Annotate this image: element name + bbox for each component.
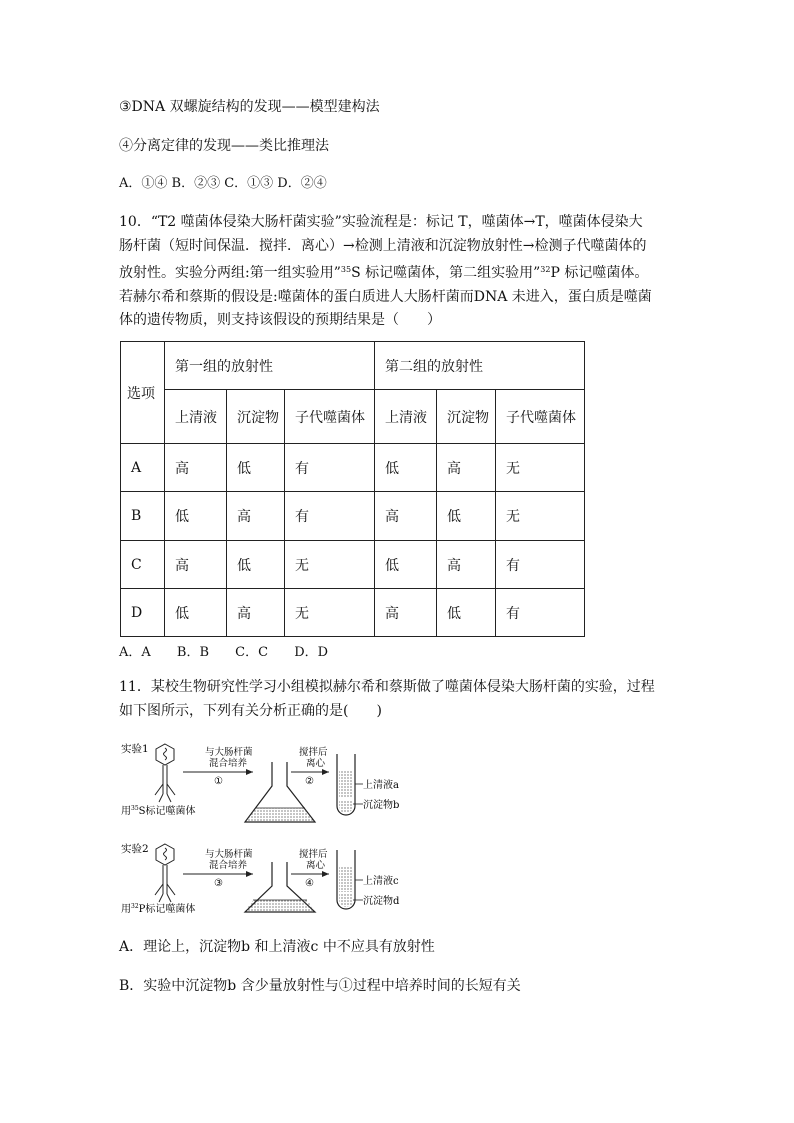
table-cell: 低 — [375, 541, 437, 589]
step4-marker: ④ — [305, 878, 314, 889]
q11-line-2: 如下图所示，下列有关分析正确的是( ) — [119, 702, 382, 719]
header-group-1: 第一组的放射性 — [165, 342, 375, 390]
option-c: C．C — [235, 645, 269, 660]
table-cell: 高 — [375, 492, 437, 541]
q10-line-2: 肠杆菌（短时间保温．搅拌．离心）→检测上清液和沉淀物放射性→检测子代噬菌体的 — [119, 237, 647, 254]
q9-options: A．①④ B．②③ C．①③ D．②④ — [119, 176, 327, 191]
phage-1-icon — [155, 744, 175, 802]
tube-2-icon — [337, 850, 355, 909]
q11-option-a: A．理论上，沉淀物b 和上清液c 中不应具有放射性 — [119, 939, 435, 955]
sediment-d-label: 沉淀物d — [363, 896, 400, 907]
table-cell: 低 — [227, 444, 285, 492]
subheader-cell: 子代噬菌体 — [285, 390, 375, 444]
table-row — [121, 492, 585, 541]
header-group-2: 第二组的放射性 — [375, 342, 585, 390]
radioactivity-table — [120, 341, 585, 637]
experiment-diagram — [119, 738, 419, 918]
option-d: D．D — [294, 645, 329, 660]
table-cell: 低 — [437, 492, 496, 541]
table-cell: 无 — [285, 541, 375, 589]
tube-1-icon — [337, 754, 355, 815]
step1-mix-text-1: 与大肠杆菌 — [205, 747, 253, 758]
q10-line-3c: P 标记噬菌体。 — [550, 265, 649, 281]
subheader-cell: 上清液 — [375, 390, 437, 444]
table-row — [121, 541, 585, 589]
experiment-figure — [119, 738, 419, 918]
flask-1-icon — [245, 762, 315, 822]
table-cell: 无 — [285, 589, 375, 637]
table-row — [121, 589, 585, 637]
table-cell: 有 — [496, 589, 585, 637]
table-cell: 低 — [375, 444, 437, 492]
q10-line-4: 若赫尔希和蔡斯的假设是:噬菌体的蛋白质进人大肠杆菌而DNA 未进入，蛋白质是噬菌 — [119, 288, 652, 305]
subheader-cell: 沉淀物 — [227, 390, 285, 444]
step4-stir-text-1: 搅拌后 — [299, 849, 328, 860]
step3-marker: ③ — [214, 878, 223, 889]
row-option: A — [121, 444, 165, 492]
exp2-label: 实验2 — [121, 843, 149, 855]
item-4: ④分离定律的发现——类比推理法 — [119, 138, 329, 154]
table-cell: 有 — [285, 444, 375, 492]
question-10 — [119, 211, 679, 333]
phage-2-icon — [155, 844, 175, 902]
step3-mix-text-2: 混合培养 — [209, 860, 248, 871]
step2-stir-text-1: 搅拌后 — [299, 747, 328, 758]
step2-stir-text-2: 离心 — [306, 758, 326, 769]
exp2-phage-label: 用$^{32}$P标记噬菌体 — [121, 903, 196, 915]
table-cell: 无 — [496, 444, 585, 492]
table-row — [121, 444, 585, 492]
step3-mix-text-1: 与大肠杆菌 — [205, 849, 253, 860]
isotope-35-sup: 35 — [340, 265, 352, 274]
header-option: 选项 — [121, 342, 165, 444]
subheader-cell: 子代噬菌体 — [496, 390, 585, 444]
supernatant-c-label: 上清液c — [363, 876, 399, 887]
table-cell: 高 — [437, 444, 496, 492]
step1-marker: ① — [214, 776, 223, 787]
supernatant-a-label: 上清液a — [363, 780, 399, 791]
exp1-phage-label: 用$^{35}$S标记噬菌体 — [121, 805, 196, 817]
q10-line-1: 10．“T2 噬菌体侵染大肠杆菌实验”实验流程是：标记 T，噬菌体→T，噬菌体侵染大 — [119, 214, 643, 230]
q10-line-3 — [119, 258, 679, 286]
isotope-32-sup: 32 — [540, 265, 551, 274]
q10-line-5: 体的遗传物质，则支持该假设的预期结果是（ ） — [119, 312, 441, 328]
q11-option-b: B．实验中沉淀物b 含少量放射性与①过程中培养时间的长短有关 — [119, 978, 521, 994]
question-11 — [119, 676, 679, 723]
table-cell: 高 — [165, 541, 227, 589]
table-cell: 高 — [437, 541, 496, 589]
step2-marker: ② — [305, 776, 314, 787]
table-cell: 低 — [165, 589, 227, 637]
q10-line-3a: 放射性。实验分两组:第一组实验用” — [119, 265, 341, 281]
table-cell: 低 — [437, 589, 496, 637]
subheader-cell: 沉淀物 — [437, 390, 496, 444]
option-b: B．B — [176, 645, 210, 660]
exp1-label: 实验1 — [121, 743, 149, 755]
table-cell: 高 — [227, 492, 285, 541]
table-cell: 有 — [285, 492, 375, 541]
q10-answer-options — [119, 641, 350, 660]
sediment-b-label: 沉淀物b — [363, 800, 400, 811]
subheader-cell: 上清液 — [165, 390, 227, 444]
step4-stir-text-2: 离心 — [306, 860, 326, 871]
item-3: ③DNA 双螺旋结构的发现——模型建构法 — [119, 99, 380, 115]
q11-line-1: 11．某校生物研究性学习小组模拟赫尔希和蔡斯做了噬菌体侵染大肠杆菌的实验，过程 — [119, 679, 655, 695]
table-cell: 有 — [496, 541, 585, 589]
row-option: C — [121, 541, 165, 589]
table-cell: 高 — [165, 444, 227, 492]
table-cell: 高 — [375, 589, 437, 637]
q10-line-3b: S 标记噬菌体，第二组实验用” — [351, 265, 541, 281]
table-cell: 低 — [165, 492, 227, 541]
row-option: B — [121, 492, 165, 541]
row-option: D — [121, 589, 165, 637]
table-cell: 低 — [227, 541, 285, 589]
option-a: A．A — [119, 645, 151, 660]
table-cell: 无 — [496, 492, 585, 541]
step1-mix-text-2: 混合培养 — [209, 758, 248, 769]
table-cell: 高 — [227, 589, 285, 637]
